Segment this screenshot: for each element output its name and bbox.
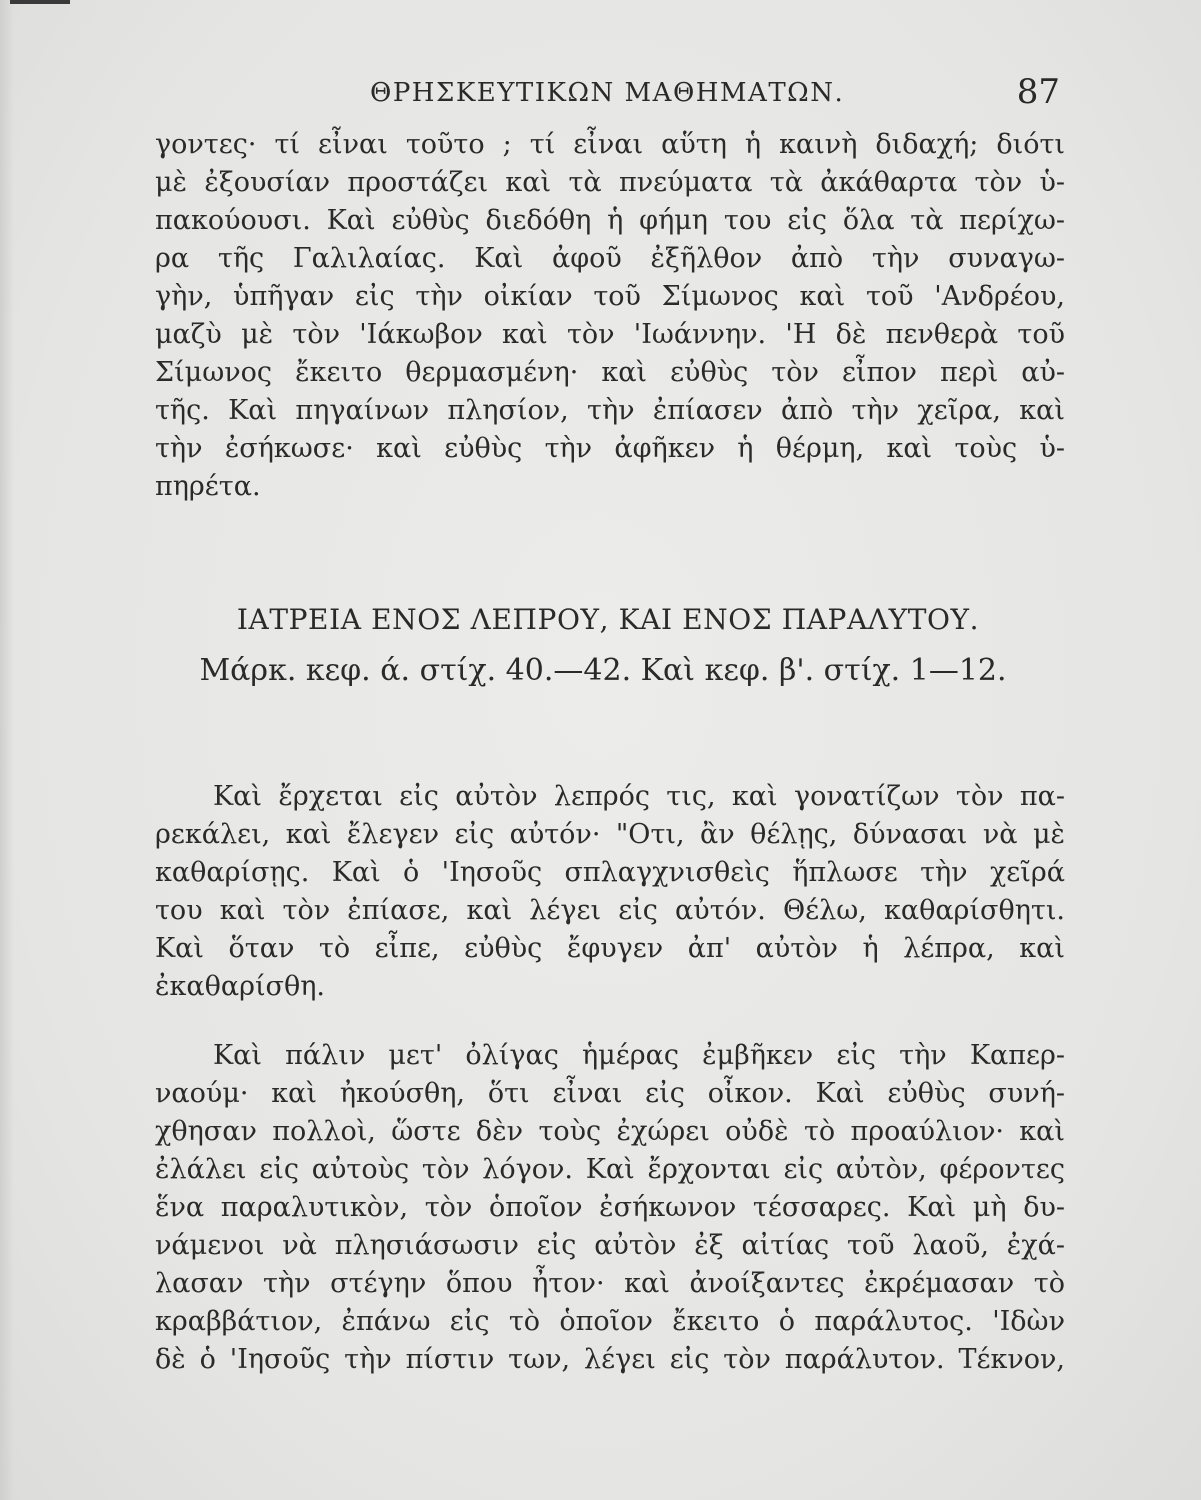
text-line: πηρέτα. (155, 471, 261, 502)
text-line: χθησαν πολλοὶ, ὥστε δὲν τοὺς ἐχώρει οὐδὲ τὸ προαύλιον· καὶ (155, 1116, 1065, 1147)
text-line: του καὶ τὸν ἐπίασε, καὶ λέγει εἰς αὐτόν. Θέλω, καθαρίσθητι. (155, 895, 1065, 926)
text-line: μαζὺ μὲ τὸν 'Ιάκωβον καὶ τὸν 'Ιωάννην. 'Η δὲ πενθερὰ τοῦ (155, 319, 1065, 350)
running-head (150, 72, 1060, 118)
paragraph-leper (155, 778, 1065, 1006)
scripture-reference: Μάρκ. κεφ. ά. στίχ. 40.—42. Καὶ κεφ. β'. στίχ. 1—12. (199, 653, 1007, 688)
corner-ink-mark (10, 0, 70, 4)
paragraph-paralytic (155, 1037, 1065, 1379)
paragraph-continued (155, 126, 1065, 506)
text-line: Καὶ ὅταν τὸ εἶπε, εὐθὺς ἔφυγεν ἀπ' αὐτὸν ἡ λέπρα, καὶ (155, 933, 1065, 964)
text-line: λασαν τὴν στέγην ὅπου ἦτον· καὶ ἀνοίξαντες ἐκρέμασαν τὸ (155, 1268, 1065, 1299)
text-line: ἐκαθαρίσθη. (155, 971, 325, 1002)
page-number: 87 (1016, 72, 1060, 112)
text-line: Καὶ πάλιν μετ' ὀλίγας ἡμέρας ἐμβῆκεν εἰς τὴν Καπερ- (213, 1040, 1065, 1071)
text-line: Καὶ ἔρχεται εἰς αὐτὸν λεπρός τις, καὶ γονατίζων τὸν πα- (213, 781, 1065, 812)
text-line: ρεκάλει, καὶ ἔλεγεν εἰς αὐτόν· "Οτι, ἂν θέλῃς, δύνασαι νὰ μὲ (155, 819, 1065, 850)
text-line: νάμενοι νὰ πλησιάσωσιν εἰς αὐτὸν ἐξ αἰτίας τοῦ λαοῦ, ἐχά- (155, 1230, 1065, 1261)
text-line: γοντες· τί εἶναι τοῦτο ; τί εἶναι αὕτη ἡ καινὴ διδαχή; διότι (155, 129, 1065, 160)
running-title: ΘΡΗΣΚΕΥΤΙΚΩΝ ΜΑΘΗΜΑΤΩΝ. (370, 78, 845, 108)
text-line: δὲ ὁ 'Ιησοῦς τὴν πίστιν των, λέγει εἰς τὸν παράλυτον. Τέκνον, (155, 1344, 1065, 1375)
text-line: ρα τῆς Γαλιλαίας. Καὶ ἀφοῦ ἐξῆλθον ἀπὸ τὴν συναγω- (155, 243, 1065, 274)
section-heading: ΙΑΤΡΕΙΑ ΕΝΟΣ ΛΕΠΡΟΥ, ΚΑΙ ΕΝΟΣ ΠΑΡΑΛΥΤΟΥ. (236, 603, 980, 636)
text-line: πακούουσι. Καὶ εὐθὺς διεδόθη ἡ φήμη του εἰς ὅλα τὰ περίχω- (155, 205, 1065, 236)
text-line: κραββάτιον, ἐπάνω εἰς τὸ ὁποῖον ἔκειτο ὁ παράλυτος. 'Ιδὼν (155, 1306, 1065, 1337)
text-line: τῆς. Καὶ πηγαίνων πλησίον, τὴν ἐπίασεν ἀπὸ τὴν χεῖρα, καὶ (155, 395, 1065, 426)
text-line: ναούμ· καὶ ἠκούσθη, ὅτι εἶναι εἰς οἶκον. Καὶ εὐθὺς συνή- (155, 1078, 1065, 1109)
text-line: ἕνα παραλυτικὸν, τὸν ὁποῖον ἐσήκωνον τέσσαρες. Καὶ μὴ δυ- (155, 1192, 1065, 1223)
text-line: γὴν, ὑπῆγαν εἰς τὴν οἰκίαν τοῦ Σίμωνος καὶ τοῦ 'Ανδρέου, (155, 281, 1065, 312)
text-line: τὴν ἐσήκωσε· καὶ εὐθὺς τὴν ἀφῆκεν ἡ θέρμη, καὶ τοὺς ὑ- (155, 433, 1065, 464)
text-line: μὲ ἐξουσίαν προστάζει καὶ τὰ πνεύματα τὰ ἀκάθαρτα τὸν ὑ- (155, 167, 1065, 198)
text-line: καθαρίσῃς. Καὶ ὁ 'Ιησοῦς σπλαγχνισθεὶς ἥπλωσε τὴν χεῖρά (155, 857, 1065, 888)
text-line: ἐλάλει εἰς αὐτοὺς τὸν λόγον. Καὶ ἔρχονται εἰς αὐτὸν, φέροντες (155, 1154, 1065, 1185)
text-line: Σίμωνος ἔκειτο θερμασμένη· καὶ εὐθὺς τὸν εἶπον περὶ αὐ- (155, 357, 1065, 388)
page-edge-shadow (0, 0, 14, 1500)
